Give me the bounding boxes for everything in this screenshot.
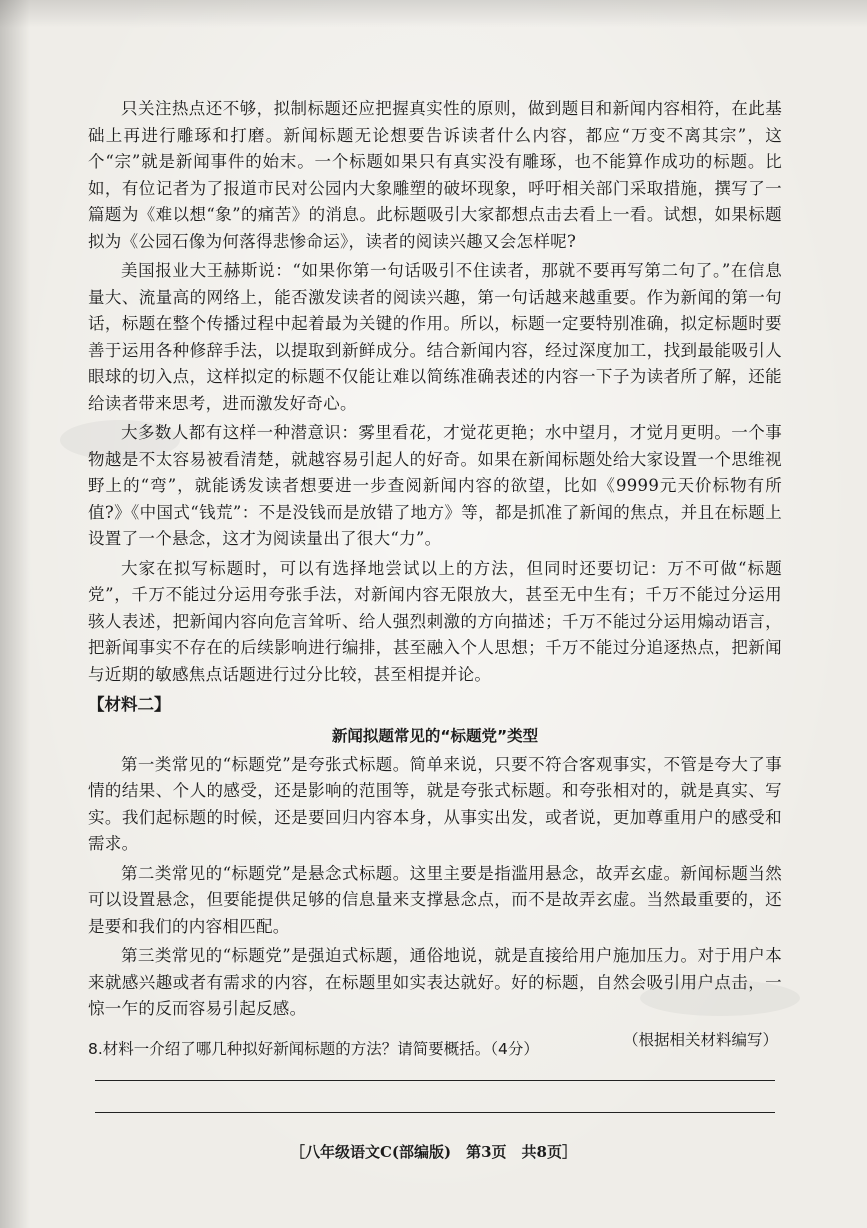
question-8 [88, 1036, 782, 1062]
material-two-paragraph-1: 第一类常见的“标题党”是夸张式标题。简单来说，只要不符合客观事实，不管是夸大了事情的结果、个人的感受，还是影响的范围等，就是夸张式标题。和夸张相对的，就是真实、写实。我们起标题的时候，还是要回归内容本身，从事实出发，或者说，更加尊重用户的感受和需求。 [88, 754, 782, 853]
source-note: （根据相关材料编写） [622, 1030, 778, 1049]
scan-shadow-left [0, 0, 30, 1228]
material-one-paragraph-2: 美国报业大王赫斯说：“如果你第一句话吸引不住读者，那就不要再写第二句了。”在信息量大、流量高的网络上，能否激发读者的阅读兴趣，第一句话越来越重要。作为新闻的第一句话，标题在整个传播过程中起着最为关键的作用。所以，标题一定要特别准确，拟定标题时要善于运用各种修辞手法，以提取到新鲜成分。结合新闻内容，经过深度加工，找到最能吸引人眼球的切入点，这样拟定的标题不仅能让难以简练准确表述的内容一下子为读者所了解，还能给读者带来思考，进而激发好奇心。 [88, 261, 782, 413]
scan-shadow-top [0, 0, 867, 28]
answer-line-2[interactable] [95, 1112, 775, 1113]
question-8-text: 8.材料一介绍了哪几种拟好新闻标题的方法？请简要概括。（4分） [88, 1040, 539, 1058]
reading-text [88, 96, 782, 1053]
material-one-paragraph-4: 大家在拟写标题时，可以有选择地尝试以上的方法，但同时还要切记：万不可做“标题党”，千万不能过分运用夸张手法，对新闻内容无限放大，甚至无中生有；千万不能过分运用骇人表述，把新闻内容向危言耸听、给人强烈刺激的方向描述；千万不能过分运用煽动语言，把新闻事实不存在的后续影响进行编排，甚至融入个人思想；千万不能过分追逐热点，把新闻与近期的敏感焦点话题进行过分比较，甚至相提并论。 [88, 558, 782, 684]
page-footer: ［八年级语文C(部编版) 第3页 共8页］ [289, 1143, 577, 1161]
material-one-paragraph-3: 大多数人都有这样一种潜意识：雾里看花，才觉花更艳；水中望月，才觉月更明。一个事物越是不太容易被看清楚，就越容易引起人的好奇。如果在新闻标题处给大家设置一个思维视野上的“弯”，就能诱发读者想要进一步查阅新闻内容的欲望，比如《9999元天价标物有所值?》《中国式“钱荒”：不是没钱而是放错了地方》等，都是抓准了新闻的焦点，并且在标题上设置了一个悬念，这才为阅读量出了很大“力”。 [88, 423, 782, 548]
material-two-paragraph-2: 第二类常见的“标题党”是悬念式标题。这里主要是指滥用悬念，故弄玄虚。新闻标题当然可以设置悬念，但要能提供足够的信息量来支撑悬念点，而不是故弄玄虚。当然最重要的，还是要和我们的内容相匹配。 [88, 863, 782, 936]
material-two-label: 【材料二】 [88, 695, 171, 714]
material-one-paragraph-1: 只关注热点还不够，拟制标题还应把握真实性的原则，做到题目和新闻内容相符，在此基础上再进行雕琢和打磨。新闻标题无论想要告诉读者什么内容，都应“万变不离其宗”，这个“宗”就是新闻事件的始末。一个标题如果只有真实没有雕琢，也不能算作成功的标题。比如，有位记者为了报道市民对公园内大象雕塑的破坏现象，呼吁相关部门采取措施，撰写了一篇题为《难以想“象”的痛苦》的消息。此标题吸引大家都想点击去看上一看。试想，如果标题拟为《公园石像为何落得悲惨命运》，读者的阅读兴趣又会怎样呢? [88, 99, 782, 251]
answer-line-1[interactable] [95, 1080, 775, 1081]
material-two-paragraph-3: 第三类常见的“标题党”是强迫式标题，通俗地说，就是直接给用户施加压力。对于用户本来就感兴趣或者有需求的内容，在标题里如实表达就好。好的标题，自然会吸引用户点击，一惊一乍的反而容易引起反感。 [88, 946, 782, 1018]
material-two-heading: 新闻拟题常见的“标题党”类型 [331, 726, 539, 745]
